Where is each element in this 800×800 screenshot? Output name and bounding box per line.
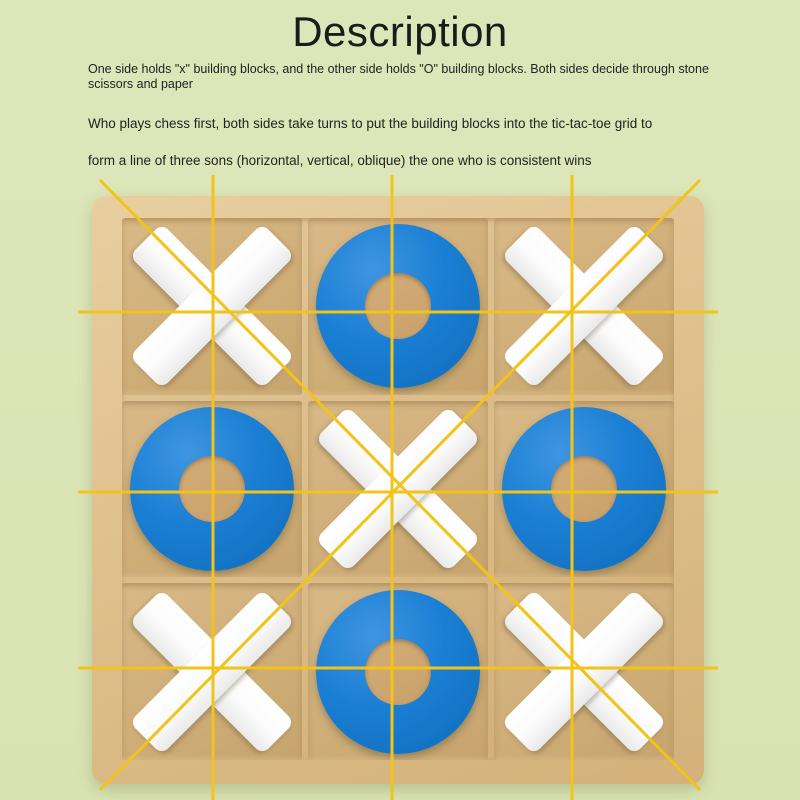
page-title: Description — [292, 8, 508, 55]
x-piece-icon — [133, 227, 291, 385]
board-container — [92, 196, 704, 786]
o-piece-icon — [316, 224, 480, 388]
description-paragraph-3: form a line of three sons (horizontal, vertical, oblique) the one who is consistent wins — [88, 153, 592, 168]
o-piece-icon — [316, 590, 480, 754]
x-piece-icon — [505, 227, 663, 385]
description-paragraph-2: Who plays chess first, both sides take turns to put the building blocks into the tic-tac-toe grid to — [88, 116, 653, 131]
board-cell-top-right[interactable] — [494, 218, 674, 395]
board-cell-top-center[interactable] — [308, 218, 488, 395]
board-cell-bottom-center[interactable] — [308, 583, 488, 760]
board-cell-middle-center[interactable] — [308, 401, 488, 578]
x-piece-icon — [133, 593, 291, 751]
description-paragraph-1: One side holds "x" building blocks, and the other side holds "O" building blocks. Both sides decide through stone scissors and paper — [88, 62, 709, 91]
board-cell-middle-right[interactable] — [494, 401, 674, 578]
board-cell-middle-left[interactable] — [122, 401, 302, 578]
board-cell-top-left[interactable] — [122, 218, 302, 395]
board-cell-bottom-right[interactable] — [494, 583, 674, 760]
wooden-board — [92, 196, 704, 784]
x-piece-icon — [319, 410, 477, 568]
o-piece-icon — [130, 407, 294, 571]
x-piece-icon — [505, 593, 663, 751]
board-cell-bottom-left[interactable] — [122, 583, 302, 760]
board-grid — [122, 218, 674, 760]
o-piece-icon — [502, 407, 666, 571]
